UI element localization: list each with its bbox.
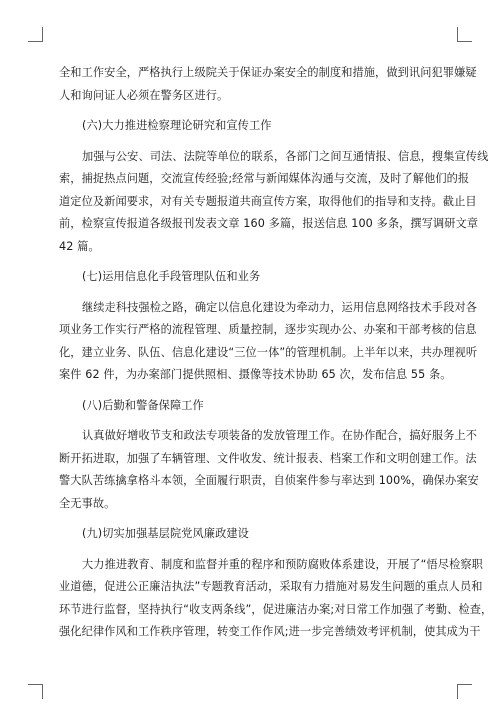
section-heading-eight [59,395,443,418]
heading-text: (八)后勤和警备保障工作 [82,398,204,412]
text-line: 化，建立业务、队伍、信息化建设“三位一体”的管理机制。上半年以来，共办理视听 [59,345,478,359]
text-line: 大力推进教育、制度和监督并重的程序和预防腐败体系建设，开展了“悟尽检察职 [82,557,483,571]
paragraph-informatization [59,297,478,387]
text-line: 警大队苦练擒拿格斗本领，全面履行职责，自侦案件参与率达到 100%，确保办案安 [59,474,479,487]
text-line: 业道德，促进公正廉洁执法”专题教育活动，采取有力措施对易发生问题的重点人员和 [59,580,483,593]
heading-text: (六)大力推进检察理论研究和宣传工作 [82,119,272,132]
crop-mark-top-left [28,27,43,42]
paragraph-logistics [59,425,479,515]
paragraph-publicity [59,146,489,259]
section-heading-six [59,115,443,138]
text-line: 人和询问证人必须在警务区进行。 [59,88,229,102]
text-line: 强化纪律作风和工作秩序管理，转变工作作风;进一步完善绩效考评机制，使其成为干 [59,625,481,638]
text-line: 项业务工作实行严格的流程管理、质量控制，逐步实现办公、办案和干部考核的信息 [59,323,477,336]
text-line: 加强与公安、司法、法院等单位的联系，各部门之间互通情报、信息，搜集宣传线 [82,149,489,163]
text-line: 42 篇。 [59,239,100,253]
text-line: 全无事故。 [59,496,116,510]
crop-mark-bottom-right [457,684,472,699]
text-line: 继续走科技强检之路，确定以信息化建设为牵动力，运用信息网络技术手段对各 [82,300,478,314]
text-line: 道定位及新闻要求，对有关专题报道共商宣传方案，取得他们的指导和支持。截止目 [59,194,477,208]
text-line: 前，检察宣传报道各级报刊发表文章 160 多篇，报送信息 100 多条，撰写调研文章 [59,217,479,230]
paragraph-integrity [59,554,493,644]
heading-text: (七)运用信息化手段管理队伍和业务 [82,270,261,283]
text-line: 断开拓进取，加强了车辆管理、文件收发、统计报表、档案工作和文明创建工作。法 [59,451,477,465]
text-line: 认真做好增收节支和政法专项装备的发放管理工作。在协作配合，搞好服务上不 [82,429,478,442]
crop-mark-bottom-left [28,684,43,699]
text-line: 环节进行监督，坚持执行“收支两条线”，促进廉洁办案;对日常工作加强了考勤、检查， [59,602,493,616]
heading-text: (九)切实加强基层院党风廉政建设 [82,527,249,540]
section-heading-seven [59,266,443,289]
section-heading-nine [59,523,443,546]
text-line: 全和工作安全，严格执行上级院关于保证办案安全的制度和措施，做到讯问犯罪嫌疑 [59,66,477,79]
text-line: 索，捕捉热点问题，交流宣传经验;经常与新闻媒体沟通与交流，及时了解他们的报 [59,172,470,185]
crop-mark-top-right [457,27,472,42]
paragraph-safety [59,62,477,107]
document-body [59,62,493,644]
text-line: 案件 62 件，为办案部门提供照相、摄像等技术协助 65 次，发布信息 55 条。 [59,368,452,381]
